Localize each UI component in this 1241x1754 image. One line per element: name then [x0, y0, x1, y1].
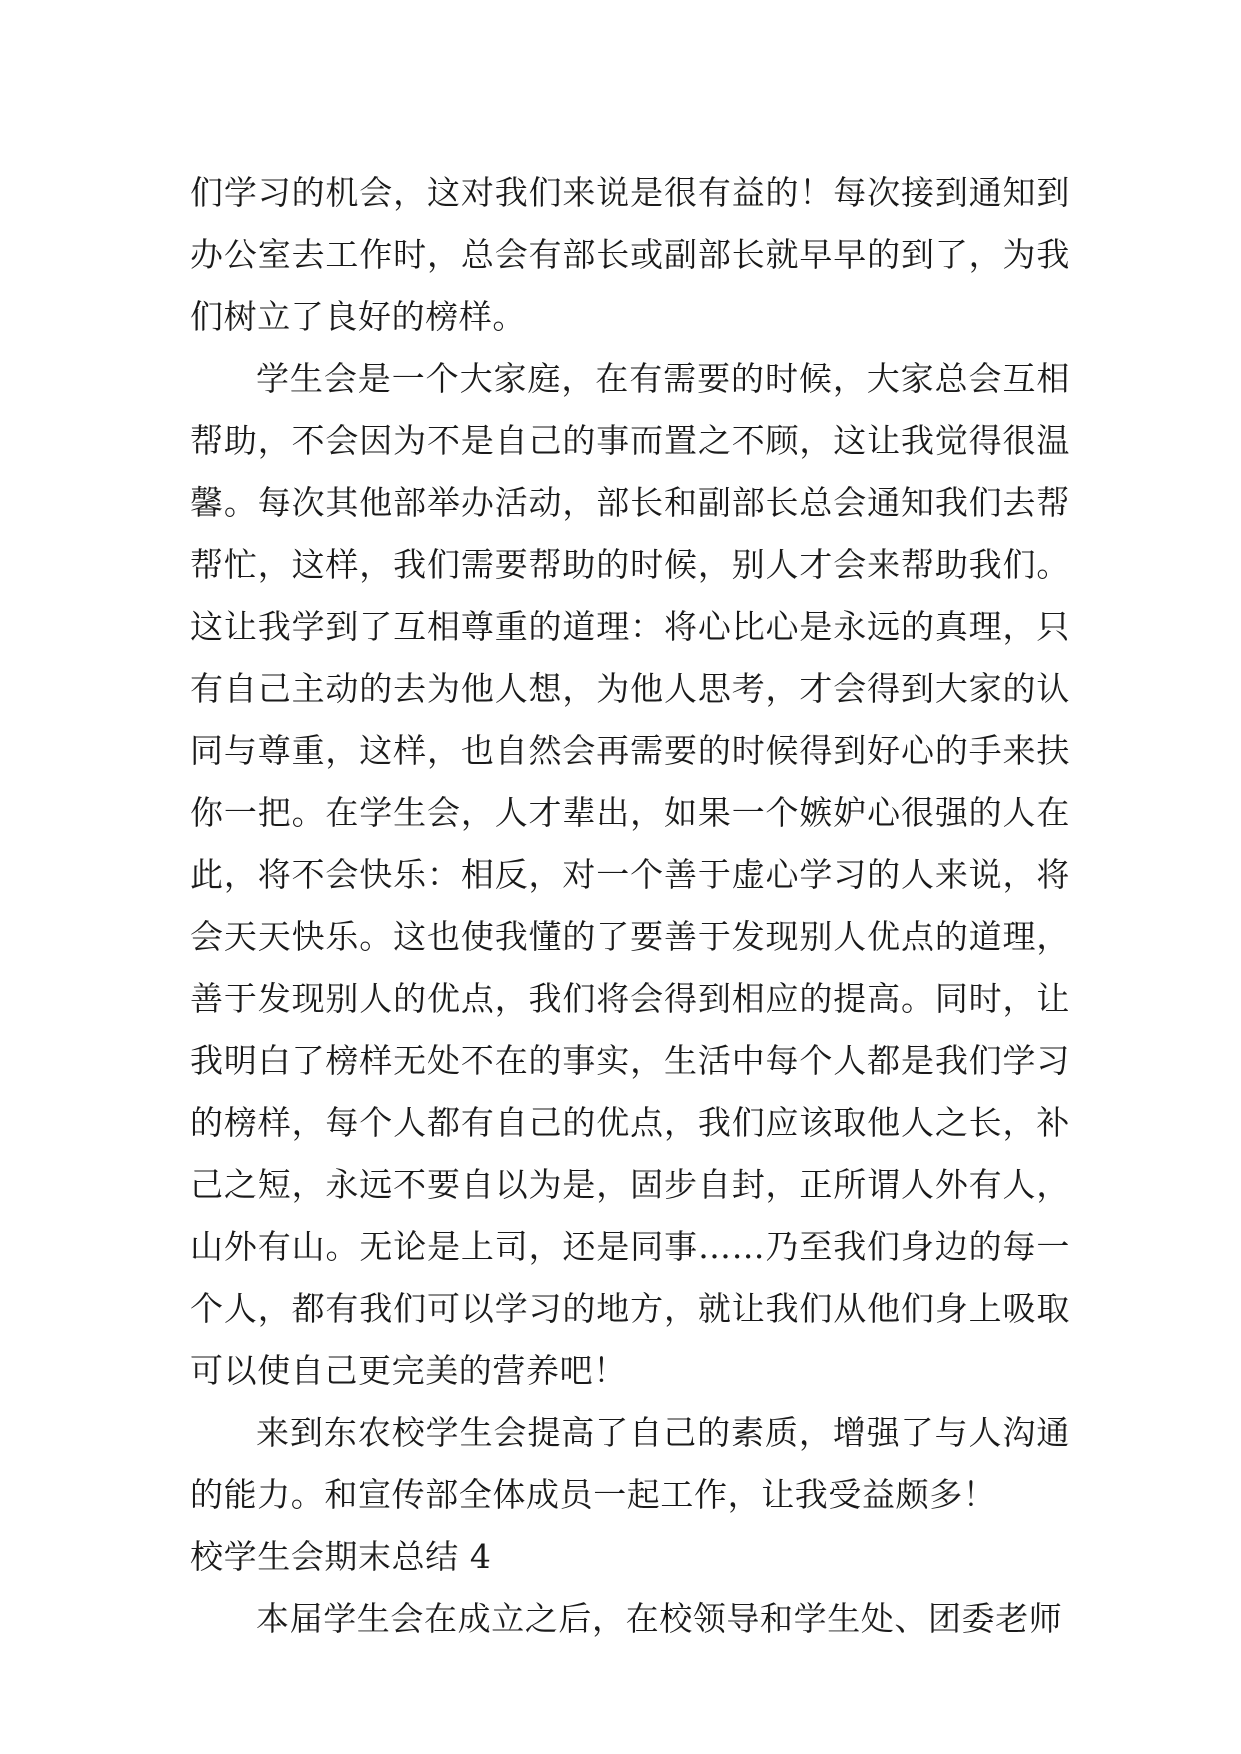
section-heading: 校学生会期末总结 4: [190, 1537, 492, 1576]
paragraph-4: 本届学生会在成立之后，在校领导和学生处、团委老师: [256, 1599, 1063, 1638]
document-body: [190, 162, 1070, 1650]
paragraph-1: 们学习的机会，这对我们来说是很有益的！每次接到通知到办公室去工作时，总会有部长或副部长就早早的到了，为我们树立了良好的榜样。: [190, 173, 1070, 336]
paragraph-3: 来到东农校学生会提高了自己的素质，增强了与人沟通的能力。和宣传部全体成员一起工作，让我受益颇多！: [190, 1413, 1070, 1514]
paragraph-2: 学生会是一个大家庭，在有需要的时候，大家总会互相帮助，不会因为不是自己的事而置之不顾，这让我觉得很温馨。每次其他部举办活动，部长和副部长总会通知我们去帮帮忙，这样，我们需要帮助的时候，别人才会来帮助我们。这让我学到了互相尊重的道理：将心比心是永远的真理，只有自己主动的去为他人想，为他人思考，才会得到大家的认同与尊重，这样，也自然会再需要的时候得到好心的手来扶你一把。在学生会，人才辈出，如果一个嫉妒心很强的人在此，将不会快乐：相反，对一个善于虚心学习的人来说，将会天天快乐。这也使我懂的了要善于发现别人优点的道理，善于发现别人的优点，我们将会得到相应的提高。同时，让我明白了榜样无处不在的事实，生活中每个人都是我们学习的榜样，每个人都有自己的优点，我们应该取他人之长，补己之短，永远不要自以为是，固步自封，正所谓人外有人，山外有山。无论是上司，还是同事……乃至我们身边的每一个人，都有我们可以学习的地方，就让我们从他们身上吸取可以使自己更完美的营养吧！: [190, 359, 1070, 1390]
